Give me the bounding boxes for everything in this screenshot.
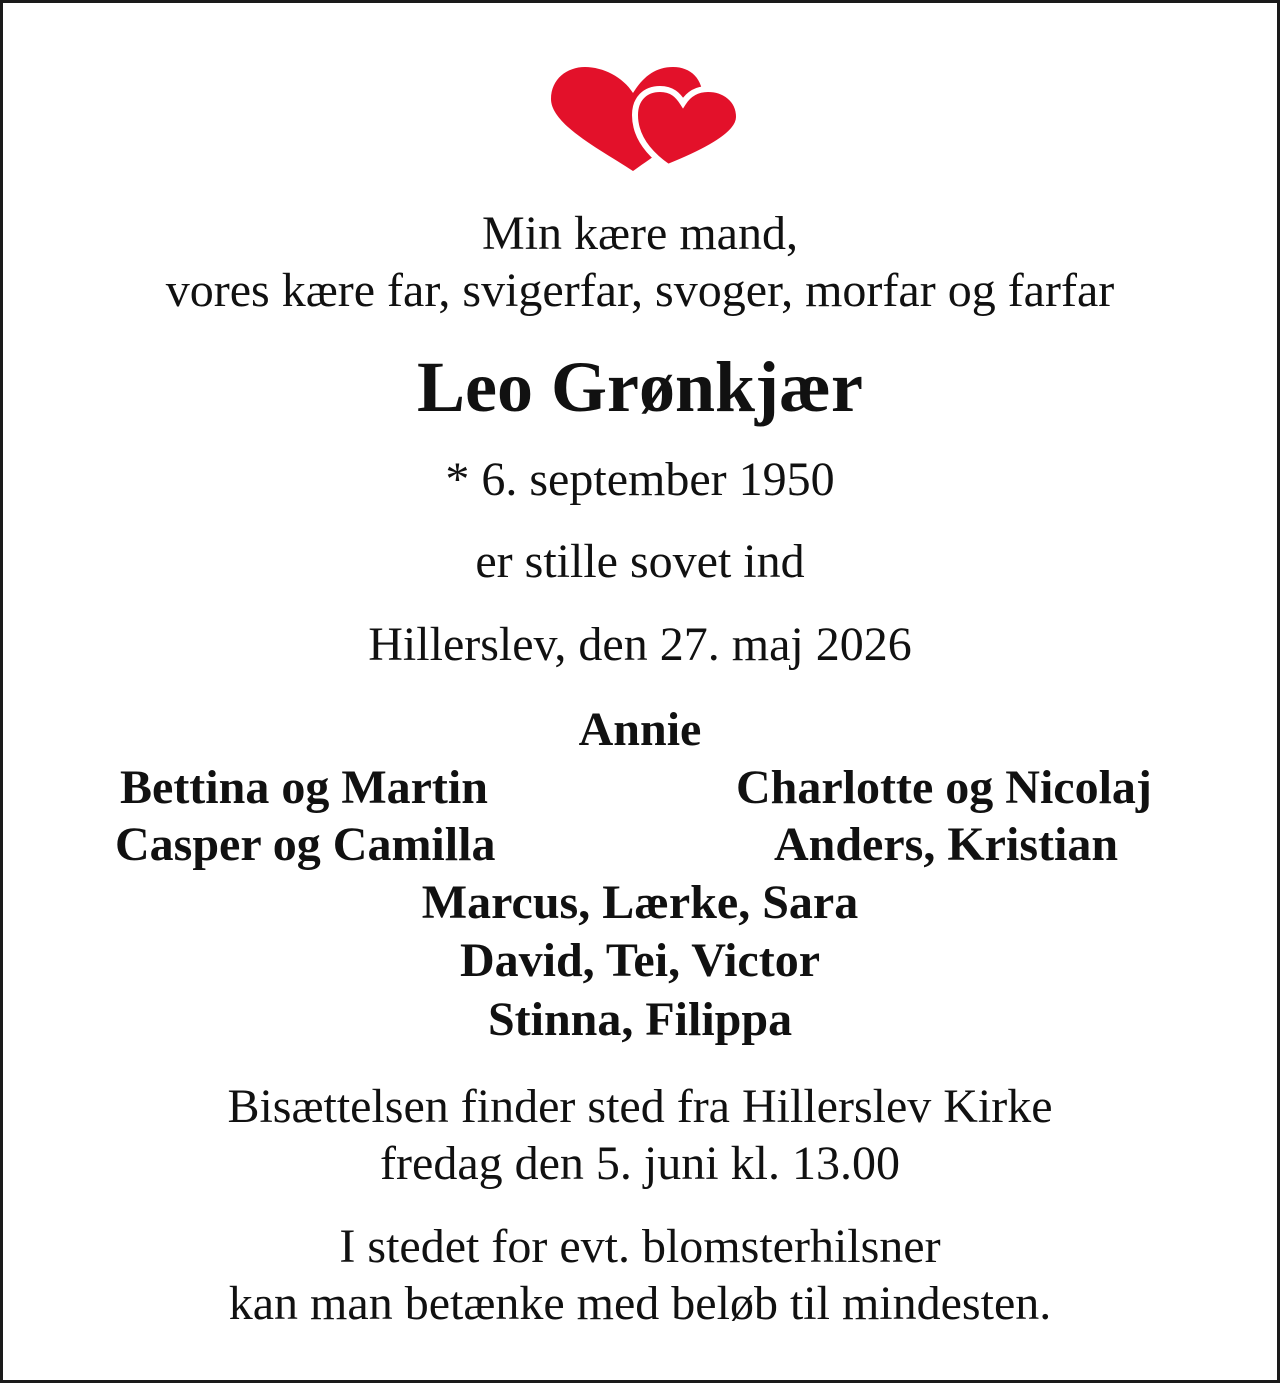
two-hearts-icon	[543, 63, 743, 173]
flowers-line-1: I stedet for evt. blomsterhilsner	[339, 1220, 941, 1273]
intro-line-1: Min kære mand,	[482, 207, 798, 260]
flowers-line-2: kan man betænke med beløb til mindesten.	[228, 1277, 1052, 1330]
grandchildren-line-3: Stinna, Filippa	[487, 993, 793, 1046]
grandchildren-line-2: David, Tei, Victor	[459, 934, 821, 987]
passing-statement: er stille sovet ind	[475, 535, 805, 588]
family-left-1: Bettina og Martin	[120, 761, 488, 814]
funeral-line-2: fredag den 5. juni kl. 13.00	[380, 1137, 900, 1190]
family-left-2: Casper og Camilla	[115, 818, 496, 871]
place-and-date: Hillerslev, den 27. maj 2026	[368, 618, 912, 671]
funeral-line-1: Bisættelsen finder sted fra Hillerslev Kirke	[227, 1080, 1053, 1133]
spouse-name: Annie	[578, 703, 702, 756]
intro-line-2: vores kære far, svigerfar, svoger, morfar og farfar	[165, 264, 1115, 317]
deceased-name: Leo Grønkjær	[417, 347, 863, 427]
birth-date: * 6. september 1950	[445, 453, 835, 506]
family-right-1: Charlotte og Nicolaj	[736, 761, 1152, 814]
grandchildren-line-1: Marcus, Lærke, Sara	[421, 876, 859, 929]
family-right-2: Anders, Kristian	[774, 818, 1119, 871]
